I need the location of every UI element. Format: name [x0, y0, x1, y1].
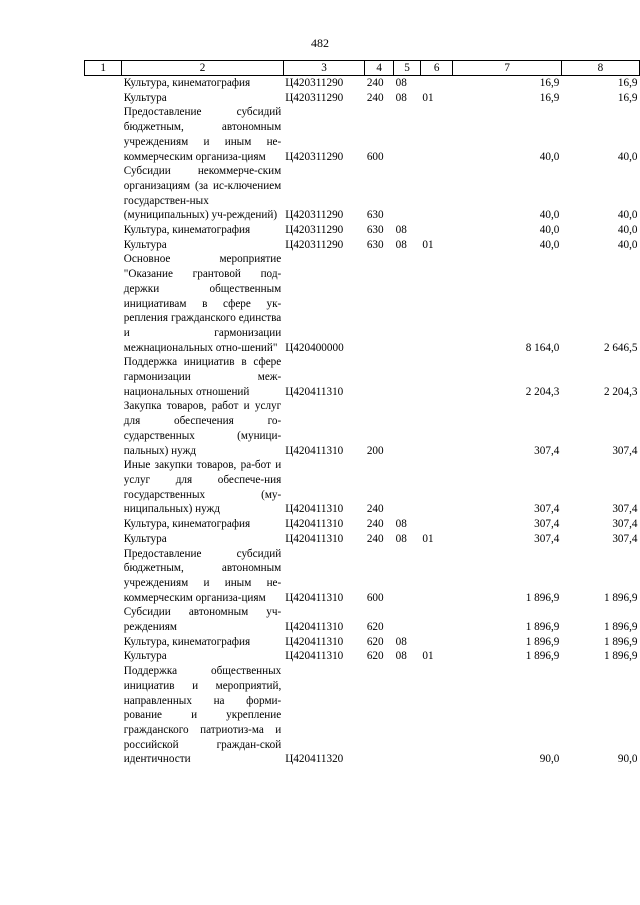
section-cell: 08	[395, 77, 407, 89]
subsection-cell	[420, 664, 453, 767]
row-name-cell: Поддержка общественных инициатив и мероприятий, направленных на форми-рование и укрепление гражданского патриотиз-ма и российской граждан-ской идентичности	[123, 665, 282, 766]
table-row	[85, 223, 640, 238]
amount-col8-cell: 1 896,9	[603, 621, 638, 634]
row-number-cell	[85, 635, 122, 650]
expense-type-cell	[365, 664, 394, 767]
row-number-cell	[85, 252, 122, 355]
row-number-cell	[85, 517, 122, 532]
expense-type-cell	[365, 252, 394, 355]
expense-type-cell: 630	[366, 209, 384, 222]
table-row	[85, 664, 640, 767]
table-row	[85, 517, 640, 532]
amount-col8-cell: 40,0	[617, 150, 638, 163]
column-header-5: 5	[394, 61, 421, 76]
amount-col7-cell: 90,0	[539, 753, 560, 766]
amount-col8-cell: 2 204,3	[603, 385, 638, 398]
amount-col8-cell: 307,4	[612, 518, 638, 531]
row-number-cell	[85, 105, 122, 164]
table-row	[85, 532, 640, 547]
section-cell: 08	[395, 532, 407, 545]
amount-col8-cell: 16,9	[617, 77, 638, 89]
amount-col8-cell: 307,4	[612, 532, 638, 545]
target-code-cell: Ц420311290	[285, 91, 344, 104]
amount-col8-cell: 1 896,9	[603, 591, 638, 604]
table-row	[85, 164, 640, 223]
target-code-cell: Ц420411310	[285, 518, 344, 531]
table-row	[85, 399, 640, 458]
section-cell	[394, 105, 421, 164]
target-code-cell: Ц420311290	[285, 238, 344, 251]
amount-col7-cell: 2 204,3	[525, 385, 560, 398]
row-name-cell: Культура, кинематография	[123, 224, 251, 237]
row-name-cell: Культура, кинематография	[123, 635, 251, 648]
expense-type-cell: 600	[366, 591, 384, 604]
amount-col8-cell: 307,4	[612, 444, 638, 457]
table-row	[85, 458, 640, 517]
target-code-cell: Ц420411310	[285, 503, 344, 516]
target-code-cell: Ц420311290	[285, 77, 344, 89]
section-cell: 08	[395, 635, 407, 648]
amount-col8-cell: 40,0	[617, 238, 638, 251]
section-cell	[394, 664, 421, 767]
amount-col7-cell: 1 896,9	[525, 621, 560, 634]
amount-col7-cell: 1 896,9	[525, 650, 560, 663]
amount-col7-cell: 307,4	[534, 532, 560, 545]
table-row	[85, 76, 640, 91]
row-name-cell: Иные закупки товаров, ра-бот и услуг для обеспече-ния государственных (му-ниципальных) нужд	[123, 459, 282, 516]
row-number-cell	[85, 164, 122, 223]
expense-type-cell: 240	[366, 532, 384, 545]
column-header-8: 8	[561, 61, 639, 76]
subsection-cell	[420, 164, 453, 223]
budget-table	[84, 60, 640, 767]
table-row	[85, 252, 640, 355]
table-body	[85, 76, 640, 768]
row-number-cell	[85, 399, 122, 458]
amount-col8-cell: 16,9	[617, 91, 638, 104]
section-cell: 08	[395, 650, 407, 663]
subsection-cell	[420, 399, 453, 458]
expense-type-cell: 240	[366, 503, 384, 516]
expense-type-cell: 240	[366, 91, 384, 104]
expense-type-cell: 600	[366, 150, 384, 163]
amount-col7-cell: 40,0	[539, 238, 560, 251]
row-name-cell: Основное мероприятие "Оказание грантовой под-держки общественным инициативам в сфере ук-репления гражданского единства и гармонизации межнациональных отно-шений"	[123, 253, 282, 354]
subsection-cell	[420, 635, 453, 650]
amount-col8-cell: 307,4	[612, 503, 638, 516]
subsection-cell	[420, 105, 453, 164]
subsection-cell: 01	[422, 238, 434, 251]
row-number-cell	[85, 91, 122, 106]
row-name-cell: Поддержка инициатив в сфере гармонизации меж-национальных отношений	[123, 356, 282, 398]
table-row	[85, 238, 640, 253]
table-row	[85, 649, 640, 664]
section-cell	[394, 164, 421, 223]
target-code-cell: Ц420400000	[285, 341, 344, 354]
row-name-cell: Культура, кинематография	[123, 77, 251, 89]
table-row	[85, 635, 640, 650]
row-number-cell	[85, 238, 122, 253]
amount-col7-cell: 8 164,0	[525, 341, 560, 354]
target-code-cell: Ц420411310	[285, 444, 344, 457]
row-name-cell: Субсидии некоммерче-ским организациям (за ис-ключением государствен-ных (муниципальных) уч-реждений)	[123, 165, 282, 222]
section-cell	[394, 399, 421, 458]
section-cell	[394, 605, 421, 634]
row-number-cell	[85, 605, 122, 634]
amount-col7-cell: 40,0	[539, 150, 560, 163]
amount-col7-cell: 1 896,9	[525, 635, 560, 648]
row-name-cell: Культура	[123, 91, 167, 104]
row-name-cell: Культура	[123, 238, 167, 251]
row-name-cell: Закупка товаров, работ и услуг для обеспечения го-сударственных (муници-пальных) нужд	[123, 400, 282, 457]
amount-col8-cell: 90,0	[617, 753, 638, 766]
target-code-cell: Ц420311290	[285, 150, 344, 163]
target-code-cell: Ц420411310	[285, 532, 344, 545]
amount-col7-cell: 16,9	[539, 91, 560, 104]
expense-type-cell: 240	[366, 518, 384, 531]
row-name-cell: Субсидии автономным уч-реждениям	[123, 606, 282, 634]
column-header-1: 1	[85, 61, 122, 76]
target-code-cell: Ц420411310	[285, 385, 344, 398]
table-row	[85, 355, 640, 399]
section-cell: 08	[395, 518, 407, 531]
section-cell: 08	[395, 238, 407, 251]
column-header-6: 6	[420, 61, 453, 76]
row-number-cell	[85, 76, 122, 91]
row-name-cell: Культура	[123, 650, 167, 663]
row-number-cell	[85, 664, 122, 767]
subsection-cell	[420, 517, 453, 532]
amount-col8-cell: 40,0	[617, 209, 638, 222]
expense-type-cell: 620	[366, 650, 384, 663]
expense-type-cell: 620	[366, 621, 384, 634]
subsection-cell	[420, 458, 453, 517]
table-row	[85, 105, 640, 164]
row-name-cell: Предоставление субсидий бюджетным, автономным учреждениям и иным не-коммерческим организа-циям	[123, 106, 282, 163]
amount-col7-cell: 307,4	[534, 518, 560, 531]
row-number-cell	[85, 649, 122, 664]
subsection-cell: 01	[422, 650, 434, 663]
expense-type-cell	[365, 355, 394, 399]
column-header-2: 2	[122, 61, 283, 76]
amount-col7-cell: 40,0	[539, 209, 560, 222]
target-code-cell: Ц420311290	[285, 209, 344, 222]
expense-type-cell: 620	[366, 635, 384, 648]
subsection-cell	[420, 547, 453, 606]
table-row	[85, 547, 640, 606]
subsection-cell: 01	[422, 532, 434, 545]
section-cell	[394, 355, 421, 399]
row-name-cell: Предоставление субсидий бюджетным, автономным учреждениям и иным не-коммерческим организа-циям	[123, 547, 282, 604]
row-number-cell	[85, 355, 122, 399]
expense-type-cell: 240	[366, 77, 384, 89]
row-number-cell	[85, 532, 122, 547]
subsection-cell	[420, 355, 453, 399]
amount-col7-cell: 1 896,9	[525, 591, 560, 604]
row-name-cell: Культура, кинематография	[123, 518, 251, 531]
row-number-cell	[85, 547, 122, 606]
section-cell	[394, 547, 421, 606]
subsection-cell	[420, 252, 453, 355]
subsection-cell	[420, 223, 453, 238]
expense-type-cell: 630	[366, 224, 384, 237]
section-cell: 08	[395, 91, 407, 104]
section-cell: 08	[395, 224, 407, 237]
target-code-cell: Ц420411310	[285, 591, 344, 604]
target-code-cell: Ц420411320	[285, 753, 344, 766]
subsection-cell: 01	[422, 91, 434, 104]
column-header-7: 7	[453, 61, 561, 76]
section-cell	[394, 458, 421, 517]
target-code-cell: Ц420411310	[285, 635, 344, 648]
column-header-3: 3	[283, 61, 365, 76]
table-row	[85, 605, 640, 634]
subsection-cell	[420, 605, 453, 634]
target-code-cell: Ц420411310	[285, 650, 344, 663]
amount-col7-cell: 16,9	[539, 77, 560, 89]
amount-col7-cell: 307,4	[534, 503, 560, 516]
expense-type-cell: 200	[366, 444, 384, 457]
row-number-cell	[85, 223, 122, 238]
table-row	[85, 91, 640, 106]
column-header-4: 4	[365, 61, 394, 76]
target-code-cell: Ц420311290	[285, 224, 344, 237]
amount-col8-cell: 1 896,9	[603, 650, 638, 663]
row-name-cell: Культура	[123, 532, 167, 545]
amount-col8-cell: 1 896,9	[603, 635, 638, 648]
subsection-cell	[420, 76, 453, 91]
section-cell	[394, 252, 421, 355]
table-header	[85, 61, 640, 76]
amount-col7-cell: 40,0	[539, 224, 560, 237]
expense-type-cell: 630	[366, 238, 384, 251]
target-code-cell: Ц420411310	[285, 621, 344, 634]
amount-col8-cell: 2 646,5	[603, 341, 638, 354]
page-number: 482	[311, 36, 329, 50]
row-number-cell	[85, 458, 122, 517]
amount-col8-cell: 40,0	[617, 224, 638, 237]
amount-col7-cell: 307,4	[534, 444, 560, 457]
